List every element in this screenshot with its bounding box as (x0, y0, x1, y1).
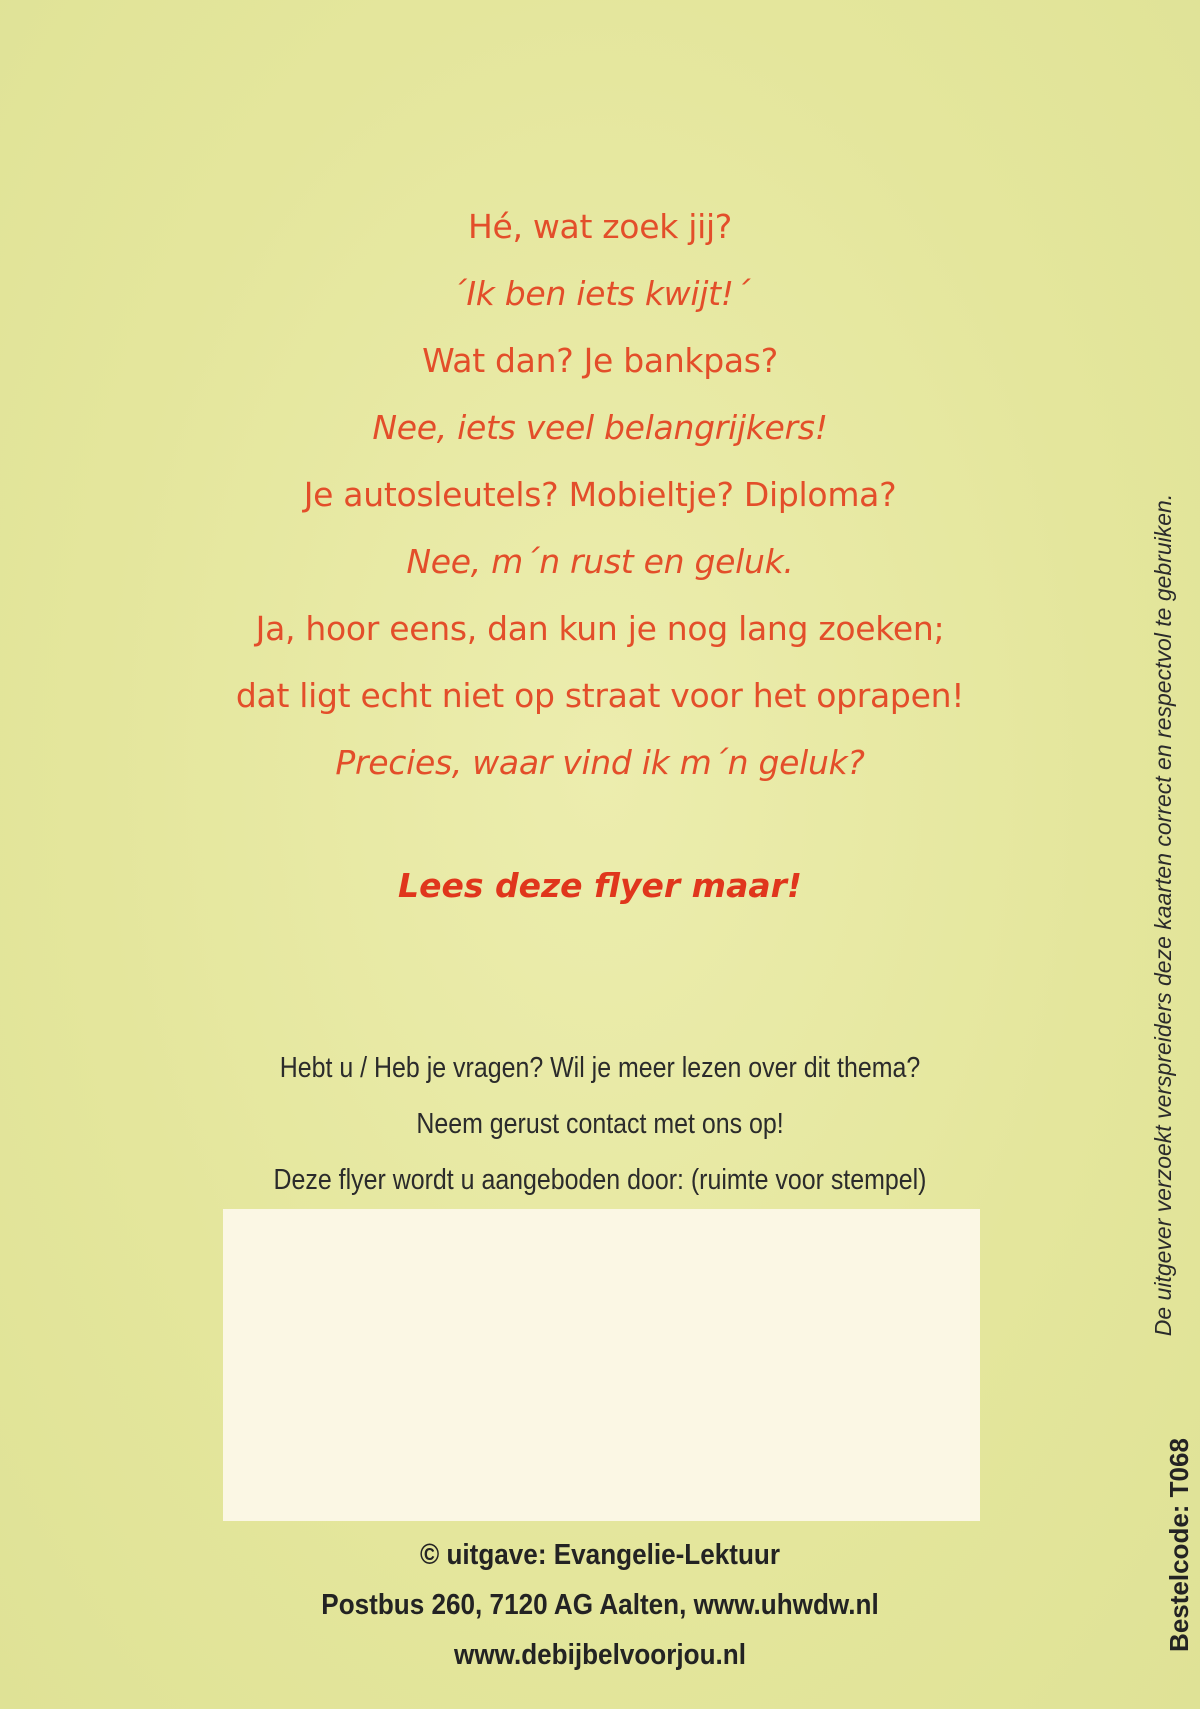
dialogue-block (0, 193, 1200, 796)
dialogue-line-8: dat ligt echt niet op straat voor het oprapen! (235, 676, 965, 715)
publisher-block (0, 1530, 1200, 1680)
publisher-copyright: © uitgave: Evangelie-Lektuur (419, 1539, 781, 1571)
publisher-address: Postbus 260, 7120 AG Aalten, www.uhwdw.nl (321, 1589, 879, 1621)
contact-line-invite: Neem gerust contact met ons op! (416, 1108, 784, 1140)
contact-block (0, 1040, 1200, 1208)
contact-line-questions: Hebt u / Heb je vragen? Wil je meer lezen over dit thema? (279, 1052, 921, 1084)
dialogue-line-5: Je autosleutels? Mobieltje? Diploma? (303, 475, 897, 514)
dialogue-line-4: Nee, iets veel belangrijkers! (372, 408, 828, 447)
order-code: Bestelcode: T068 (1164, 1438, 1194, 1652)
usage-notice: De uitgever verzoekt verspreiders deze kaarten correct en respectvol te gebruiken. (1150, 493, 1176, 1337)
stamp-area (223, 1209, 980, 1521)
dialogue-line-7: Ja, hoor eens, dan kun je nog lang zoeken; (255, 609, 945, 648)
call-to-action: Lees deze flyer maar! (398, 866, 802, 905)
dialogue-line-6: Nee, m´n rust en geluk. (406, 542, 794, 581)
dialogue-line-2: ´Ik ben iets kwijt!´ (450, 274, 750, 313)
dialogue-line-9: Precies, waar vind ik m´n geluk? (335, 743, 865, 782)
publisher-website: www.debijbelvoorjou.nl (454, 1639, 746, 1671)
dialogue-line-1: Hé, wat zoek jij? (467, 207, 733, 246)
contact-line-offered-by: Deze flyer wordt u aangeboden door: (ruimte voor stempel) (273, 1164, 927, 1196)
dialogue-line-3: Wat dan? Je bankpas? (422, 341, 778, 380)
